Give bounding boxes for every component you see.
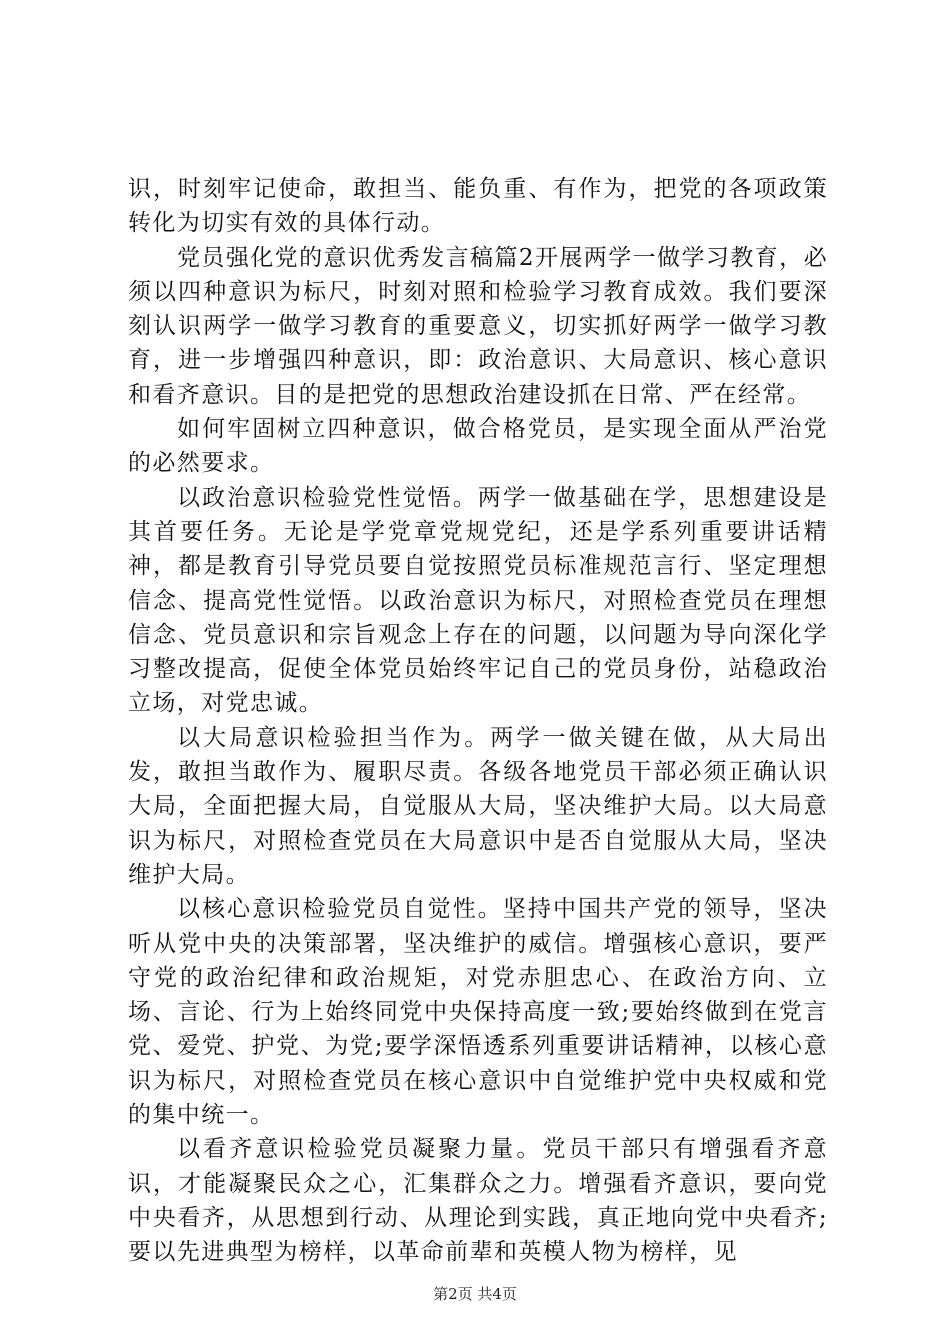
page-number: 第2页 xyxy=(433,1285,473,1303)
paragraph: 以核心意识检验党员自觉性。坚持中国共产党的领导，坚决听从党中央的决策部署，坚决维护的威信。增强核心意识，要严守党的政治纪律和政治规矩，对党赤胆忠心、在政治方向、立场、言论、行为上始终同党中央保持高度一致;要始终做到在党言党、爱党、护党、为党;要学深悟透系列重要讲话精神，以核心意识为标尺，对照检查党员在核心意识中自觉维护党中央权威和党的集中统一。 xyxy=(128,896,828,1129)
paragraph: 党员强化党的意识优秀发言稿篇2开展两学一做学习教育，必须以四种意识为标尺，时刻对照和检验学习教育成效。我们要深刻认识两学一做学习教育的重要意义，切实抓好两学一做学习教育，进一步增强四种意识，即：政治意识、大局意识、核心意识和看齐意识。目的是把党的思想政治建设抓在日常、严在经常。 xyxy=(128,244,828,408)
page-total: 共4页 xyxy=(477,1285,517,1303)
paragraph: 识，时刻牢记使命，敢担当、能负重、有作为，把党的各项政策转化为切实有效的具体行动。 xyxy=(128,176,828,237)
paragraph: 以大局意识检验担当作为。两学一做关键在做，从大局出发，敢担当敢作为、履职尽责。各级各地党员干部必须正确认识大局，全面把握大局，自觉服从大局，坚决维护大局。以大局意识为标尺，对照检查党员在大局意识中是否自觉服从大局，坚决维护大局。 xyxy=(128,724,828,888)
paragraph: 如何牢固树立四种意识，做合格党员，是实现全面从严治党的必然要求。 xyxy=(128,416,828,477)
paragraph: 以看齐意识检验党员凝聚力量。党员干部只有增强看齐意识，才能凝聚民众之心，汇集群众之力。增强看齐意识，要向党中央看齐，从思想到行动、从理论到实践，真正地向党中央看齐;要以先进典型为榜样，以革命前辈和英模人物为榜样，见 xyxy=(128,1136,828,1266)
page-footer xyxy=(0,1284,950,1304)
paragraph: 以政治意识检验党性觉悟。两学一做基础在学，思想建设是其首要任务。无论是学党章党规党纪，还是学系列重要讲话精神，都是教育引导党员要自觉按照党员标准规范言行、坚定理想信念、提高党性觉悟。以政治意识为标尺，对照检查党员在理想信念、党员意识和宗旨观念上存在的问题，以问题为导向深化学习整改提高，促使全体党员始终牢记自己的党员身份，站稳政治立场，对党忠诚。 xyxy=(128,484,828,717)
document-body xyxy=(128,172,828,1270)
